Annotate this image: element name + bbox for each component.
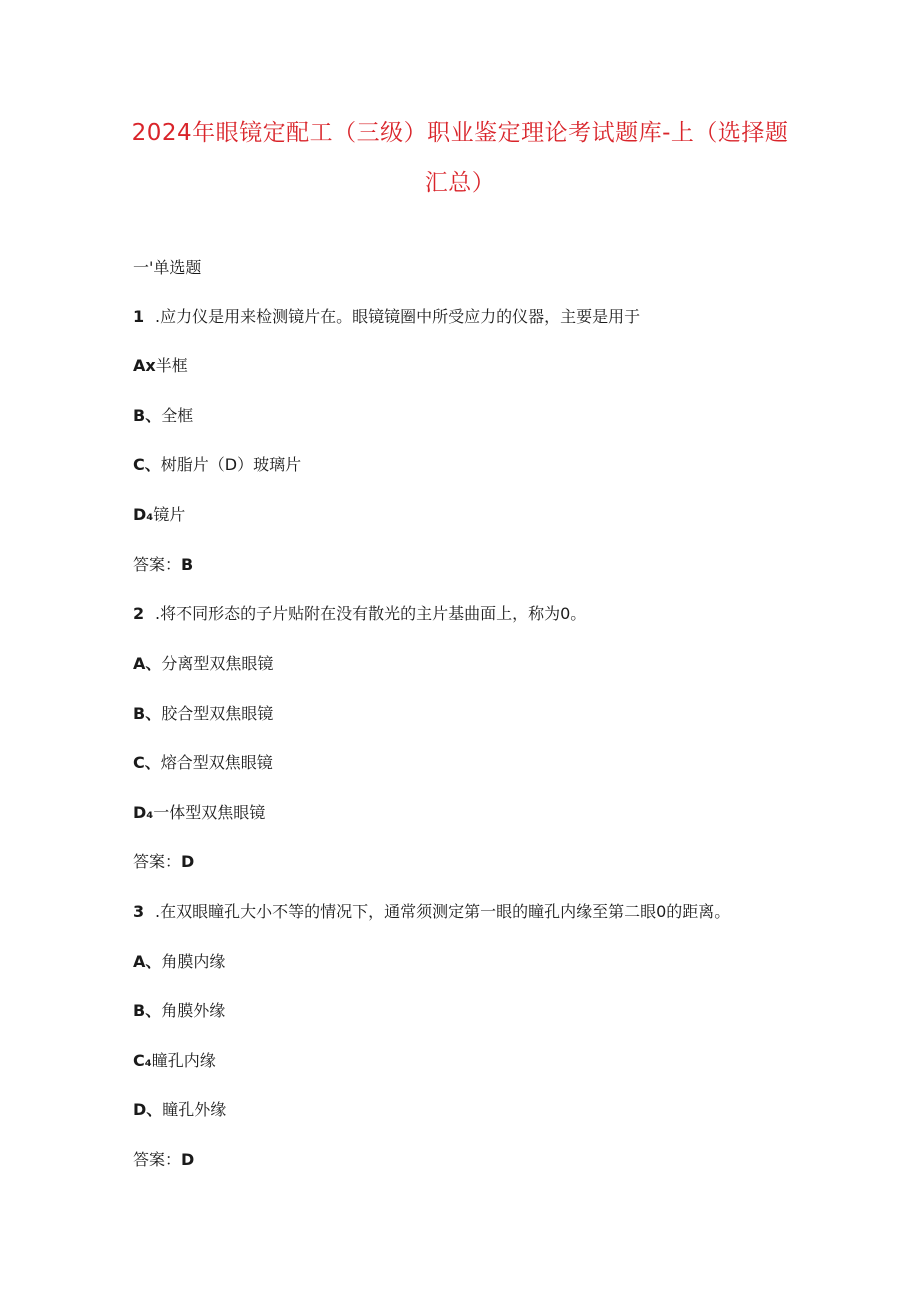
option-letter: C₄ — [133, 1051, 152, 1070]
answer-value: D — [181, 852, 195, 871]
question-2 — [133, 603, 586, 625]
option-letter: C、 — [133, 455, 161, 474]
answer-label: 答案： — [133, 852, 182, 871]
option-text: 一体型双焦眼镜 — [153, 803, 266, 822]
section-heading: 一'单选题 — [133, 258, 202, 277]
option-letter: A、 — [133, 654, 162, 673]
option-letter: D、 — [133, 1100, 163, 1119]
option-letter: D₄ — [133, 505, 154, 524]
document-title-line1: 2024年眼镜定配工（三级）职业鉴定理论考试题库-上（选择题 — [131, 120, 789, 146]
question-3-option-c — [133, 1050, 216, 1072]
option-text: 瞳孔外缘 — [162, 1100, 227, 1119]
question-1 — [133, 306, 640, 328]
option-text: 分离型双焦眼镜 — [161, 654, 274, 673]
question-3-option-a — [133, 951, 225, 973]
option-text: 全框 — [161, 406, 194, 425]
option-text: 熔合型双焦眼镜 — [160, 753, 273, 772]
question-3 — [133, 901, 730, 923]
question-2-option-b — [133, 703, 273, 725]
option-letter: Ax — [133, 356, 156, 375]
option-text: 角膜内缘 — [161, 952, 226, 971]
option-letter: A、 — [133, 952, 162, 971]
option-letter: D₄ — [133, 803, 154, 822]
question-number: 2 — [133, 604, 145, 623]
question-3-option-b — [133, 1000, 225, 1022]
option-text: 镜片 — [153, 505, 186, 524]
question-number: 3 — [133, 902, 145, 921]
question-text: .将不同形态的子片贴附在没有散光的主片基曲面上，称为0。 — [155, 604, 587, 623]
question-2-option-c — [133, 752, 273, 774]
question-2-option-d — [133, 802, 265, 824]
question-text: .在双眼瞳孔大小不等的情况下，通常须测定第一眼的瞳孔内缘至第二眼0的距离。 — [155, 902, 731, 921]
question-2-option-a — [133, 653, 273, 675]
option-text: 瞳孔内缘 — [151, 1051, 216, 1070]
question-3-option-d — [133, 1099, 226, 1121]
question-1-option-c — [133, 454, 301, 476]
option-letter: C、 — [133, 753, 161, 772]
question-1-option-b — [133, 405, 193, 427]
option-text: 角膜外缘 — [161, 1001, 226, 1020]
answer-label: 答案： — [133, 555, 182, 574]
question-2-answer — [133, 851, 194, 873]
question-text: .应力仪是用来检测镜片在。眼镜镜圈中所受应力的仪器，主要是用于 — [155, 307, 641, 326]
question-number: 1 — [133, 307, 145, 326]
option-text: 树脂片（D）玻璃片 — [160, 455, 302, 474]
document-title-line2: 汇总） — [424, 170, 496, 196]
question-3-answer — [133, 1149, 194, 1171]
question-1-option-d — [133, 504, 185, 526]
answer-label: 答案： — [133, 1150, 182, 1169]
answer-value: B — [181, 555, 194, 574]
option-text: 胶合型双焦眼镜 — [161, 704, 274, 723]
option-letter: B、 — [133, 406, 162, 425]
option-letter: B、 — [133, 704, 162, 723]
question-1-answer — [133, 554, 193, 576]
question-1-option-a — [133, 355, 188, 377]
option-letter: B、 — [133, 1001, 162, 1020]
option-text: 半框 — [155, 356, 188, 375]
answer-value: D — [181, 1150, 195, 1169]
